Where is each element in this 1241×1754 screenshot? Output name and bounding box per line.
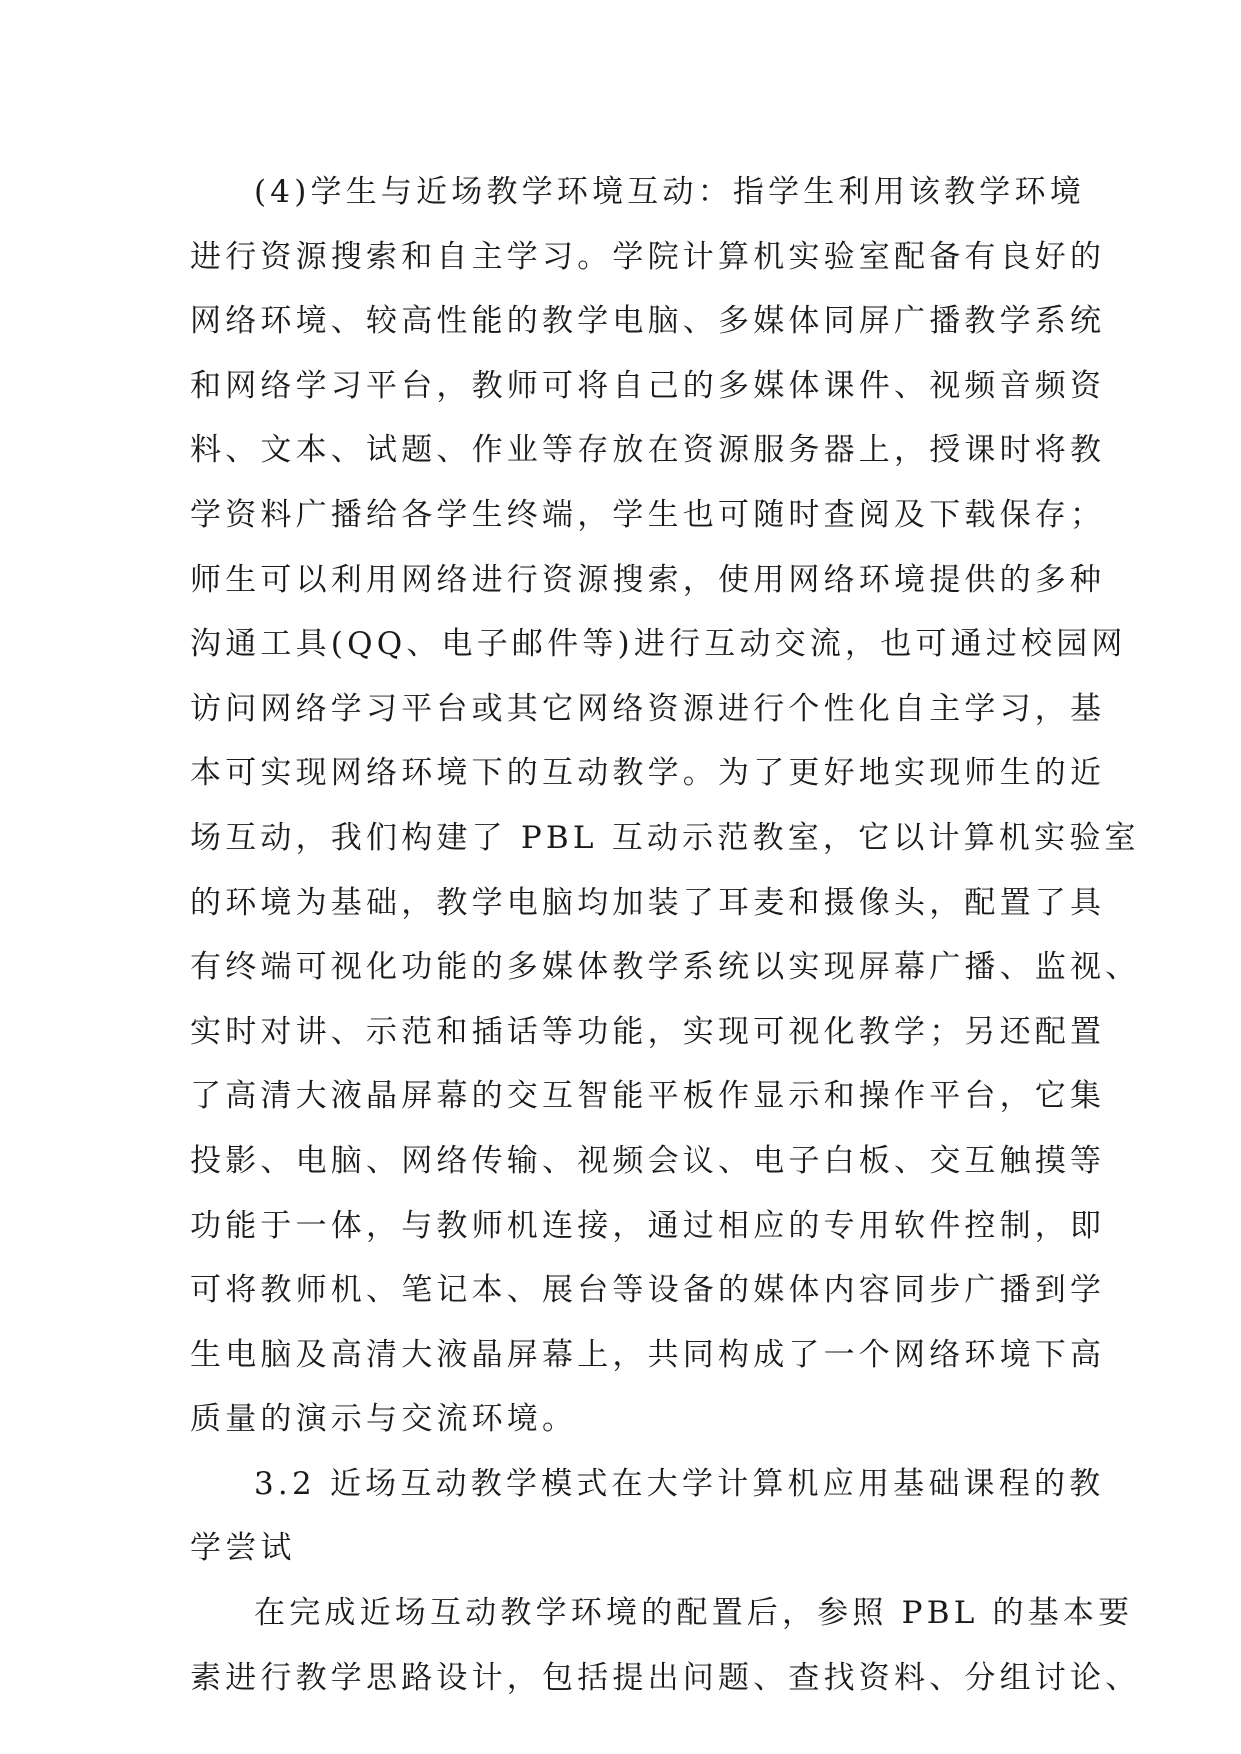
paragraph-teaching-design — [190, 1581, 1141, 1710]
text-line: 3.2 近场互动教学模式在大学计算机应用基础课程的教 — [254, 1465, 1105, 1502]
body-text — [190, 160, 1141, 1710]
text-line: 有终端可视化功能的多媒体教学系统以实现屏幕广播、监视、 — [190, 949, 1141, 986]
text-line: 学资料广播给各学生终端，学生也可随时查阅及下载保存； — [190, 496, 1106, 533]
text-line: 在完成近场互动教学环境的配置后，参照 PBL 的基本要 — [254, 1595, 1134, 1632]
text-line: 进行资源搜索和自主学习。学院计算机实验室配备有良好的 — [190, 238, 1106, 275]
text-line: 实时对讲、示范和插话等功能，实现可视化教学；另还配置 — [190, 1013, 1106, 1050]
text-line: (4)学生与近场教学环境互动：指学生利用该教学环境 — [254, 174, 1085, 210]
text-line: 投影、电脑、网络传输、视频会议、电子白板、交互触摸等 — [190, 1142, 1106, 1179]
text-line: 网络环境、较高性能的教学电脑、多媒体同屏广播教学系统 — [190, 303, 1106, 340]
text-line: 和网络学习平台，教师可将自己的多媒体课件、视频音频资 — [190, 367, 1106, 404]
text-line: 场互动，我们构建了 PBL 互动示范教室，它以计算机实验室 — [190, 819, 1140, 856]
text-line: 访问网络学习平台或其它网络资源进行个性化自主学习，基 — [190, 690, 1106, 727]
text-line: 质量的演示与交流环境。 — [190, 1401, 578, 1438]
text-line: 师生可以利用网络进行资源搜索，使用网络环境提供的多种 — [190, 561, 1106, 598]
text-line: 学尝试 — [190, 1530, 296, 1567]
text-line: 生电脑及高清大液晶屏幕上，共同构成了一个网络环境下高 — [190, 1336, 1106, 1373]
text-line: 可将教师机、笔记本、展台等设备的媒体内容同步广播到学 — [190, 1272, 1106, 1309]
text-line: 沟通工具(QQ、电子邮件等)进行互动交流，也可通过校园网 — [190, 626, 1127, 663]
text-line: 了高清大液晶屏幕的交互智能平板作显示和操作平台，它集 — [190, 1078, 1106, 1115]
section-heading-3-2 — [190, 1452, 1105, 1581]
text-line: 素进行教学思路设计，包括提出问题、查找资料、分组讨论、 — [190, 1659, 1141, 1696]
text-line: 的环境为基础，教学电脑均加装了耳麦和摄像头，配置了具 — [190, 884, 1106, 921]
text-line: 料、文本、试题、作业等存放在资源服务器上，授课时将教 — [190, 432, 1106, 469]
text-line: 功能于一体，与教师机连接，通过相应的专用软件控制，即 — [190, 1207, 1106, 1244]
paragraph-student-environment-interaction — [190, 160, 1141, 1452]
text-line: 本可实现网络环境下的互动教学。为了更好地实现师生的近 — [190, 755, 1106, 792]
